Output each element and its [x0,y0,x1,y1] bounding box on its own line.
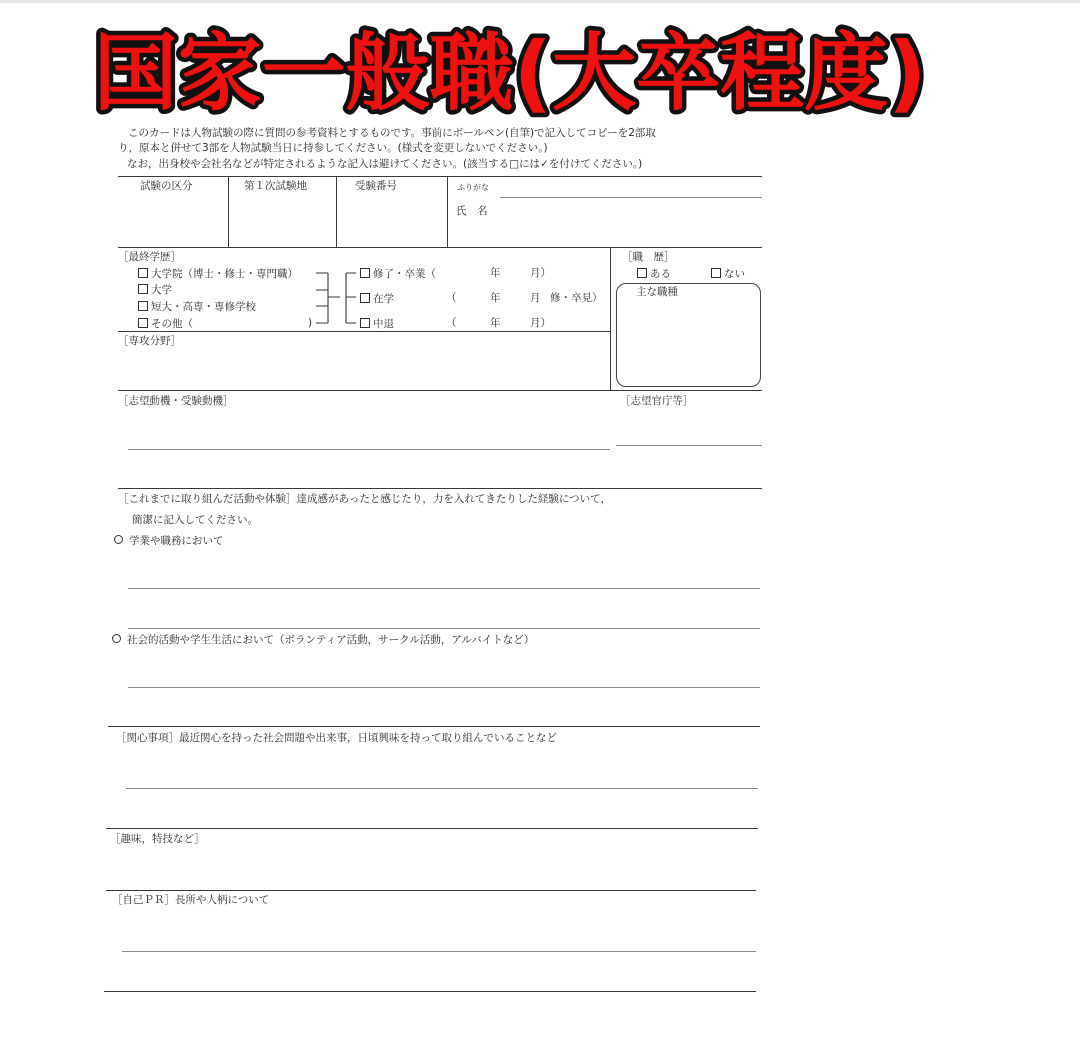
edu-status-dropout: 中退 [360,318,394,330]
rule [118,176,762,177]
rule [108,726,760,727]
edu-status-graduated: 修了・卒業（ [360,268,436,280]
rule [118,331,610,332]
write-line[interactable] [128,628,760,629]
name-label: 氏 名 [456,205,488,217]
hobbies-heading: ［趣味，特技など］ [110,833,205,845]
checkbox[interactable] [138,318,148,328]
edu-level-graduate: 大学院（博士・修士・専門職） [138,268,298,280]
col-exam-number: 受験番号 [355,180,397,192]
checkbox[interactable] [360,268,370,278]
year-label: 年 [490,267,501,279]
year-label: 年 [490,292,501,304]
intro-line-2: り，原本と併せて3部を人物試験当日に持参してください。(様式を変更しないでください。) [118,142,548,154]
main-job-label: 主な職種 [636,286,678,298]
checkbox[interactable] [138,301,148,311]
open-paren: （ [446,292,457,304]
edu-status-enrolled: 在学 [360,293,394,305]
self-pr-heading: ［自己ＰＲ］長所や人柄について [112,894,270,906]
checkbox[interactable] [360,293,370,303]
rule [106,828,758,829]
furigana-label: ふりがな [457,183,489,192]
divider [610,247,611,390]
month-label: 月） [530,267,551,279]
achievements-instruction: 簡潔に記入してください。 [132,514,258,526]
work-yes: ある [637,268,671,280]
col-first-stage-site: 第１次試験地 [244,180,307,192]
bullet-circle-icon [112,634,121,643]
year-label: 年 [490,317,501,329]
edu-level-other: その他（ [138,318,193,330]
checkbox[interactable] [360,318,370,328]
work-no: ない [711,268,745,280]
edu-other-close: ) [308,317,313,329]
item-social-activities: 社会的活動や学生生活において（ボランティア活動，サークル活動，アルバイトなど） [112,634,534,646]
rule [104,991,756,992]
interests-heading: ［関心事項］最近関心を持った社会問題や出来事，日頃興味を持って取り組んでいることなど [116,732,557,744]
open-paren: （ [446,317,457,329]
edu-level-junior-college: 短大・高専・専修学校 [138,301,256,313]
bracket-connector [312,266,362,332]
main-job-box[interactable] [616,283,761,387]
divider [447,176,448,248]
rule [118,247,762,248]
write-line[interactable] [128,449,610,450]
work-history-heading: ［職 歴］ [622,251,675,263]
education-heading: ［最終学歴］ [118,251,181,263]
desired-office-heading: ［志望官庁等］ [620,395,694,407]
motivation-heading: ［志望動機・受験動機］ [118,395,234,407]
write-line[interactable] [122,951,756,952]
rule [106,890,756,891]
write-line[interactable] [126,788,758,789]
checkbox[interactable] [711,268,721,278]
intro-line-3: なお，出身校や会社名などが特定されるような記入は避けてください。(該当する□には✓を付けてください。) [127,158,643,170]
checkbox[interactable] [138,284,148,294]
month-label: 月） [530,317,551,329]
month-label: 月 [530,292,541,304]
major-heading: ［専攻分野］ [118,335,181,347]
rule [118,390,762,391]
rule [500,197,762,198]
checkbox[interactable] [138,268,148,278]
item-study-work: 学業や職務において [114,535,224,547]
write-line[interactable] [128,687,760,688]
edu-level-university: 大学 [138,284,172,296]
rule [118,488,762,489]
col-exam-category: 試験の区分 [140,180,193,192]
checkbox[interactable] [637,268,647,278]
intro-line-1: このカードは人物試験の際に質問の参考資料とするものです。事前にボールペン(自筆)で記入してコピーを2部取 [128,127,656,139]
achievements-heading: ［これまでに取り組んだ活動や体験］達成感があったと感じたり，力を入れてきたりした経験について， [118,493,611,505]
write-line[interactable] [616,445,762,446]
bullet-circle-icon [114,535,123,544]
divider [336,176,337,248]
expected-graduation: 修・卒見） [550,292,603,304]
write-line[interactable] [128,588,760,589]
banner-title-text: 国家一般職(大卒程度) [93,24,927,122]
divider [228,176,229,248]
